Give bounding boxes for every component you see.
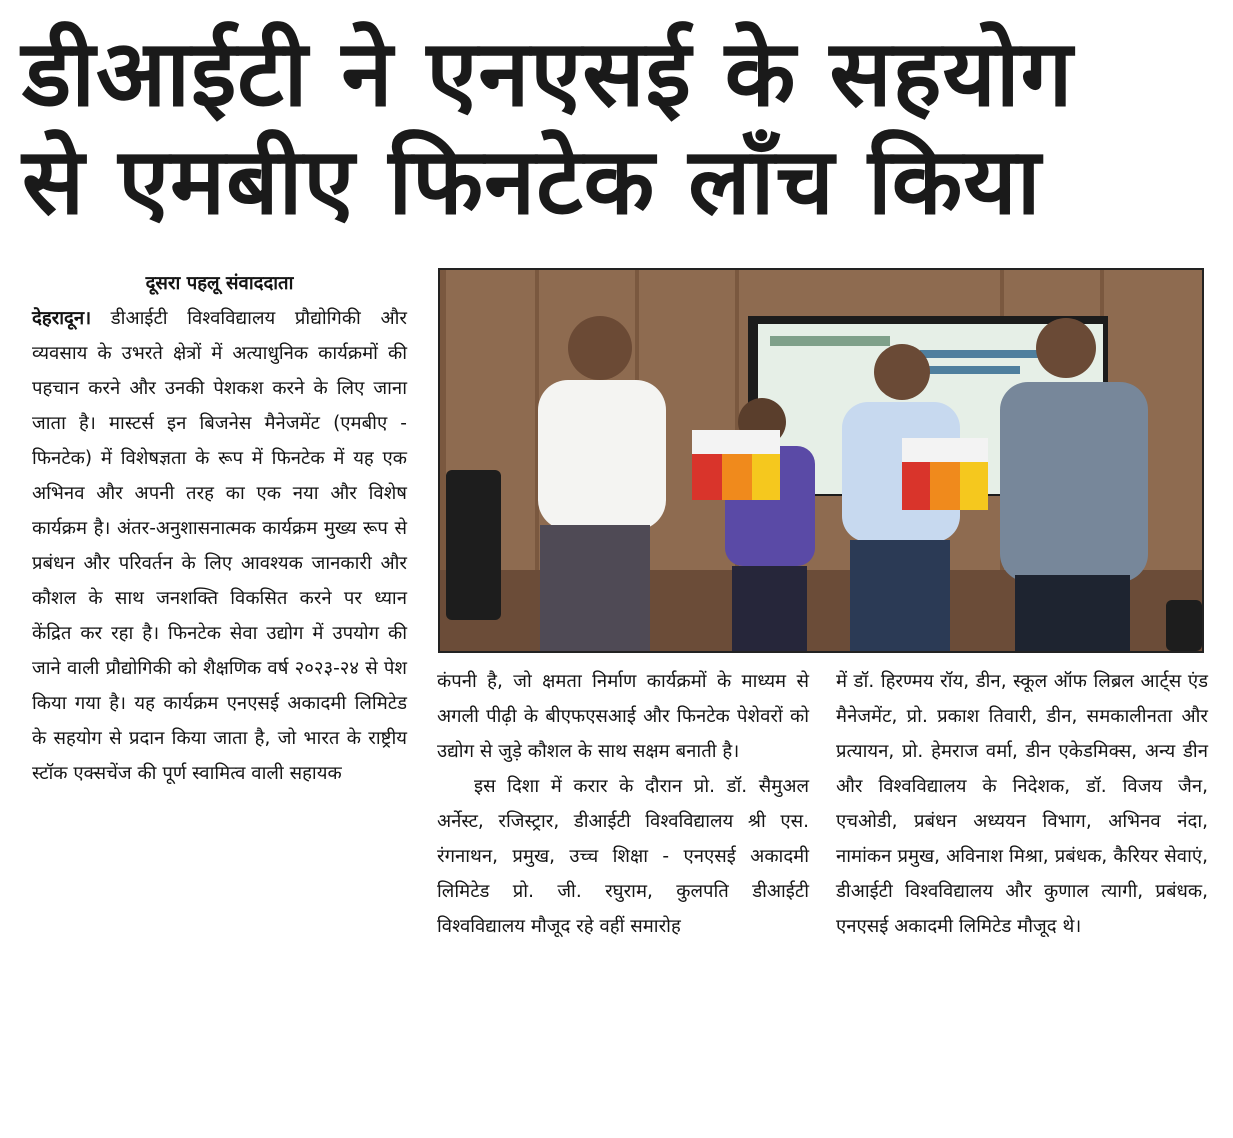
column-2-paragraph-2: इस दिशा में करार के दौरान प्रो. डॉ. सैमुअल अर्नेस्ट, रजिस्ट्रार, डीआईटी विश्वविद्यालय श्री एस. रंगनाथन, प्रमुख, उच्च शिक्षा - एनएसई अकादमी लिमिटेड प्रो. जी. रघुराम, कुलपति डीआईटी विश्वविद्यालय मौजूद रहे वहीं समारोह bbox=[437, 776, 809, 937]
article-column-2 bbox=[437, 664, 809, 944]
byline: दूसरा पहलू संवाददाता bbox=[145, 273, 294, 294]
news-photo bbox=[438, 268, 1204, 653]
lead-paragraph bbox=[32, 301, 407, 791]
headline-line-1: डीआईटी ने एनएसई के सहयोग bbox=[22, 20, 1074, 127]
article-column-3 bbox=[836, 664, 1208, 944]
headline-line-2: से एमबीए फिनटेक लॉंच किया bbox=[22, 128, 1042, 235]
dateline: देहरादून। bbox=[32, 308, 92, 329]
column-3-paragraph: में डॉ. हिरण्मय रॉय, डीन, स्कूल ऑफ लिब्रल आर्ट्स एंड मैनेजमेंट, प्रो. प्रकाश तिवारी, डीन, समकालीनता और प्रत्यायन, प्रो. हेमराज वर्मा, डीन एकेडमिक्स, अन्य डीन और विश्वविद्यालय के निदेशक, डॉ. विजय जैन, एचओडी, प्रबंधन अध्ययन विभाग, अभिनव नंदा, नामांकन प्रमुख, अविनाश मिश्रा, प्रबंधक, कैरियर सेवाएं, डीआईटी विश्वविद्यालय और कुणाल त्यागी, प्रबंधक, एनएसई अकादमी लिमिटेड मौजूद थे। bbox=[836, 671, 1208, 937]
column-2-paragraph-1: कंपनी है, जो क्षमता निर्माण कार्यक्रमों के माध्यम से अगली पीढ़ी के बीएफएसआई और फिनटेक पेशेवरों को उद्योग से जुड़े कौशल के साथ सक्षम बनाती है। bbox=[437, 671, 809, 762]
column-1-text: डीआईटी विश्वविद्यालय प्रौद्योगिकी और व्यवसाय के उभरते क्षेत्रों में अत्याधुनिक कार्यक्रमों की पहचान करने और उनकी पेशकश करने के लिए जाना जाता है। मास्टर्स इन बिजनेस मैनेजमेंट (एमबीए - फिनटेक) में विशेषज्ञता के रूप में फिनटेक में यह एक अभिनव और अपनी तरह का एक नया और विशेष कार्यक्रम है। अंतर-अनुशासनात्मक कार्यक्रम मुख्य रूप से प्रबंधन और परिवर्तन के लिए आवश्यक जानकारी और कौशल के साथ जनशक्ति विकसित करने पर ध्यान केंद्रित कर रहा है। फिनटेक सेवा उद्योग में उपयोग की जाने वाली प्रौद्योगिकी को शैक्षणिक वर्ष २०२३-२४ से पेश किया गया है। यह कार्यक्रम एनएसई अकादमी लिमिटेड के सहयोग से प्रदान किया जाता है, जो भारत के राष्ट्रीय स्टॉक एक्सचेंज की पूर्ण स्वामित्व वाली सहायक bbox=[32, 308, 407, 784]
headline bbox=[22, 20, 1217, 236]
article-column-1 bbox=[32, 266, 407, 791]
